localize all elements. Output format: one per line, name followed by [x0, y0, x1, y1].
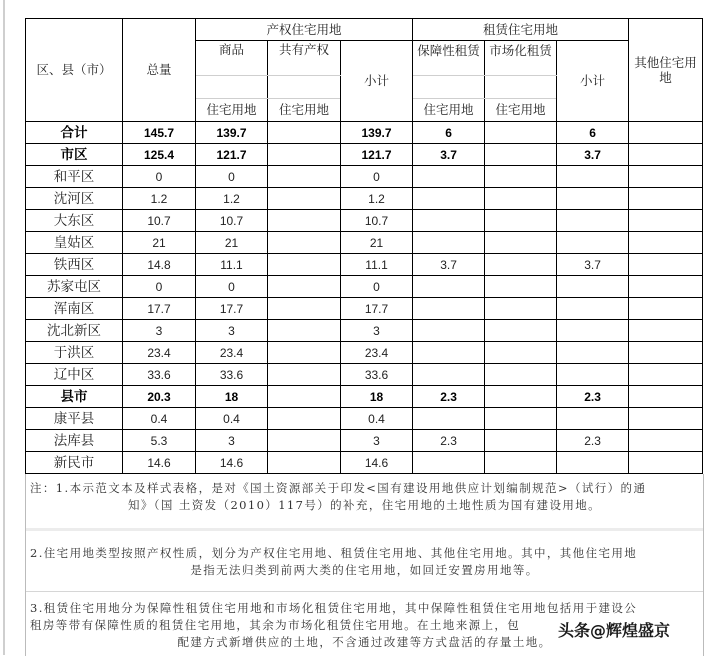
cell-shared [268, 342, 341, 364]
header-commercial: 商品 [196, 41, 268, 76]
cell-market-rental [485, 144, 557, 166]
cell-other [629, 254, 703, 276]
header-market-rental-sub: 住宅用地 [485, 99, 557, 122]
cell-shared [268, 452, 341, 474]
page-left-edge [3, 0, 5, 655]
header-spacer [413, 76, 485, 99]
table-row [26, 452, 703, 474]
watermark: 头条@辉煌盛京 [558, 621, 671, 640]
header-total: 总量 [123, 19, 196, 122]
cell-shared [268, 408, 341, 430]
table-row [26, 298, 703, 320]
cell-total: 20.3 [123, 386, 196, 408]
cell-market-rental [485, 430, 557, 452]
cell-market-rental [485, 386, 557, 408]
cell-commercial: 1.2 [196, 188, 268, 210]
cell-market-rental [485, 254, 557, 276]
header-commercial-sub: 住宅用地 [196, 99, 268, 122]
cell-property-subtotal: 18 [341, 386, 413, 408]
cell-rental-subtotal: 3.7 [557, 254, 629, 276]
cell-total: 0 [123, 166, 196, 188]
cell-total: 23.4 [123, 342, 196, 364]
cell-shared [268, 430, 341, 452]
table-row [26, 232, 703, 254]
header-shared-sub: 住宅用地 [268, 99, 341, 122]
cell-affordable-rental [413, 166, 485, 188]
cell-commercial: 10.7 [196, 210, 268, 232]
cell-shared [268, 254, 341, 276]
cell-commercial: 23.4 [196, 342, 268, 364]
cell-name: 于洪区 [26, 342, 123, 364]
note-3-line-1: 3.租赁住宅用地分为保障性租赁住宅用地和市场化租赁住宅用地，其中保障性租赁住宅用地包括用于建设公 [30, 601, 638, 615]
cell-property-subtotal: 3 [341, 320, 413, 342]
residential-land-table [25, 18, 703, 474]
cell-commercial: 3 [196, 430, 268, 452]
cell-other [629, 122, 703, 144]
cell-affordable-rental [413, 210, 485, 232]
cell-commercial: 0.4 [196, 408, 268, 430]
cell-affordable-rental [413, 232, 485, 254]
cell-total: 0 [123, 276, 196, 298]
header-spacer [485, 76, 557, 99]
cell-property-subtotal: 10.7 [341, 210, 413, 232]
cell-other [629, 232, 703, 254]
cell-total: 21 [123, 232, 196, 254]
cell-property-subtotal: 0 [341, 276, 413, 298]
cell-rental-subtotal [557, 276, 629, 298]
note-2-line-1: 2.住宅用地类型按照产权性质，划分为产权住宅用地、租赁住宅用地、其他住宅用地。其中，其他住宅用地 [30, 546, 638, 560]
cell-rental-subtotal: 3.7 [557, 144, 629, 166]
table-row [26, 320, 703, 342]
table-row [26, 276, 703, 298]
cell-name: 市区 [26, 144, 123, 166]
cell-market-rental [485, 342, 557, 364]
cell-property-subtotal: 23.4 [341, 342, 413, 364]
cell-market-rental [485, 276, 557, 298]
cell-name: 浑南区 [26, 298, 123, 320]
cell-name: 铁西区 [26, 254, 123, 276]
cell-commercial: 0 [196, 276, 268, 298]
cell-affordable-rental [413, 342, 485, 364]
cell-affordable-rental: 2.3 [413, 386, 485, 408]
cell-shared [268, 122, 341, 144]
cell-property-subtotal: 3 [341, 430, 413, 452]
cell-shared [268, 320, 341, 342]
cell-commercial: 14.6 [196, 452, 268, 474]
cell-total: 1.2 [123, 188, 196, 210]
cell-rental-subtotal: 2.3 [557, 430, 629, 452]
cell-shared [268, 188, 341, 210]
header-region: 区、县（市） [26, 19, 123, 122]
header-spacer [268, 76, 341, 99]
header-rental-group: 租赁住宅用地 [413, 19, 629, 41]
cell-rental-subtotal: 6 [557, 122, 629, 144]
cell-other [629, 386, 703, 408]
cell-market-rental [485, 298, 557, 320]
cell-rental-subtotal [557, 364, 629, 386]
cell-commercial: 11.1 [196, 254, 268, 276]
cell-other [629, 430, 703, 452]
cell-shared [268, 232, 341, 254]
cell-market-rental [485, 166, 557, 188]
cell-total: 33.6 [123, 364, 196, 386]
header-other: 其他住宅用地 [629, 19, 703, 122]
cell-affordable-rental [413, 408, 485, 430]
cell-property-subtotal: 11.1 [341, 254, 413, 276]
cell-commercial: 33.6 [196, 364, 268, 386]
cell-name: 皇姑区 [26, 232, 123, 254]
cell-name: 和平区 [26, 166, 123, 188]
cell-name: 新民市 [26, 452, 123, 474]
cell-commercial: 0 [196, 166, 268, 188]
header-shared: 共有产权 [268, 41, 341, 76]
cell-other [629, 298, 703, 320]
table-row [26, 342, 703, 364]
table-row [26, 254, 703, 276]
cell-property-subtotal: 33.6 [341, 364, 413, 386]
cell-name: 县市 [26, 386, 123, 408]
cell-property-subtotal: 139.7 [341, 122, 413, 144]
table-row [26, 122, 703, 144]
cell-name: 苏家屯区 [26, 276, 123, 298]
cell-shared [268, 276, 341, 298]
cell-other [629, 144, 703, 166]
cell-property-subtotal: 0.4 [341, 408, 413, 430]
note-1-line-1: 注：1.本示范文本及样式表格，是对《国土资源部关于印发<国有建设用地供应计划编制规范>（试行）的通 [30, 481, 647, 495]
cell-affordable-rental [413, 188, 485, 210]
header-market-rental: 市场化租赁 [485, 41, 557, 76]
note-2 [26, 531, 703, 592]
cell-total: 14.6 [123, 452, 196, 474]
cell-market-rental [485, 320, 557, 342]
cell-commercial: 21 [196, 232, 268, 254]
cell-rental-subtotal [557, 210, 629, 232]
cell-shared [268, 298, 341, 320]
cell-other [629, 166, 703, 188]
cell-property-subtotal: 1.2 [341, 188, 413, 210]
cell-other [629, 452, 703, 474]
cell-other [629, 342, 703, 364]
cell-name: 康平县 [26, 408, 123, 430]
cell-total: 145.7 [123, 122, 196, 144]
table-row [26, 166, 703, 188]
cell-property-subtotal: 21 [341, 232, 413, 254]
cell-other [629, 364, 703, 386]
note-3-line-2: 租房等带有保障性质的租赁住宅用地，其余为市场化租赁住宅用地。在土地来源上，包 [30, 618, 521, 632]
note-1-line-2: 知》（国 土资发（2010）117号）的补充，住宅用地的土地性质为国有建设用地。 [127, 498, 602, 512]
cell-total: 14.8 [123, 254, 196, 276]
table-row [26, 364, 703, 386]
cell-rental-subtotal [557, 298, 629, 320]
cell-market-rental [485, 364, 557, 386]
land-supply-sheet [25, 18, 702, 656]
cell-property-subtotal: 14.6 [341, 452, 413, 474]
header-rental-subtotal: 小计 [557, 41, 629, 122]
cell-name: 合计 [26, 122, 123, 144]
cell-rental-subtotal: 2.3 [557, 386, 629, 408]
cell-market-rental [485, 452, 557, 474]
cell-rental-subtotal [557, 452, 629, 474]
cell-affordable-rental: 2.3 [413, 430, 485, 452]
cell-name: 沈河区 [26, 188, 123, 210]
cell-market-rental [485, 122, 557, 144]
cell-other [629, 210, 703, 232]
cell-market-rental [485, 188, 557, 210]
cell-affordable-rental [413, 276, 485, 298]
cell-rental-subtotal [557, 342, 629, 364]
cell-affordable-rental [413, 320, 485, 342]
note-2-line-2: 是指无法归类到前两大类的住宅用地，如回迁安置房用地等。 [190, 563, 539, 577]
header-spacer [196, 76, 268, 99]
cell-commercial: 17.7 [196, 298, 268, 320]
cell-total: 17.7 [123, 298, 196, 320]
cell-total: 5.3 [123, 430, 196, 452]
header-property-subtotal: 小计 [341, 41, 413, 122]
cell-rental-subtotal [557, 232, 629, 254]
cell-name: 沈北新区 [26, 320, 123, 342]
cell-total: 3 [123, 320, 196, 342]
cell-shared [268, 166, 341, 188]
note-1 [26, 474, 703, 531]
cell-shared [268, 144, 341, 166]
cell-affordable-rental: 3.7 [413, 144, 485, 166]
cell-name: 大东区 [26, 210, 123, 232]
table-row [26, 430, 703, 452]
cell-market-rental [485, 210, 557, 232]
cell-name: 辽中区 [26, 364, 123, 386]
table-row [26, 386, 703, 408]
cell-shared [268, 210, 341, 232]
cell-other [629, 320, 703, 342]
cell-commercial: 18 [196, 386, 268, 408]
header-property-group: 产权住宅用地 [196, 19, 413, 41]
cell-property-subtotal: 121.7 [341, 144, 413, 166]
cell-property-subtotal: 0 [341, 166, 413, 188]
cell-affordable-rental [413, 298, 485, 320]
cell-commercial: 139.7 [196, 122, 268, 144]
cell-rental-subtotal [557, 408, 629, 430]
cell-commercial: 3 [196, 320, 268, 342]
cell-name: 法库县 [26, 430, 123, 452]
cell-total: 0.4 [123, 408, 196, 430]
cell-total: 125.4 [123, 144, 196, 166]
cell-affordable-rental [413, 452, 485, 474]
cell-market-rental [485, 408, 557, 430]
cell-rental-subtotal [557, 188, 629, 210]
cell-rental-subtotal [557, 320, 629, 342]
cell-market-rental [485, 232, 557, 254]
cell-affordable-rental: 3.7 [413, 254, 485, 276]
cell-other [629, 276, 703, 298]
note-3-line-3: 配建方式新增供应的土地，不含通过改建等方式盘活的存量土地。 [177, 635, 552, 649]
table-row [26, 210, 703, 232]
cell-commercial: 121.7 [196, 144, 268, 166]
table-row [26, 144, 703, 166]
cell-affordable-rental: 6 [413, 122, 485, 144]
cell-shared [268, 386, 341, 408]
cell-total: 10.7 [123, 210, 196, 232]
cell-other [629, 188, 703, 210]
table-row [26, 188, 703, 210]
cell-property-subtotal: 17.7 [341, 298, 413, 320]
header-affordable-rental-sub: 住宅用地 [413, 99, 485, 122]
cell-other [629, 408, 703, 430]
cell-affordable-rental [413, 364, 485, 386]
table-row [26, 408, 703, 430]
cell-shared [268, 364, 341, 386]
cell-rental-subtotal [557, 166, 629, 188]
header-affordable-rental: 保障性租赁 [413, 41, 485, 76]
